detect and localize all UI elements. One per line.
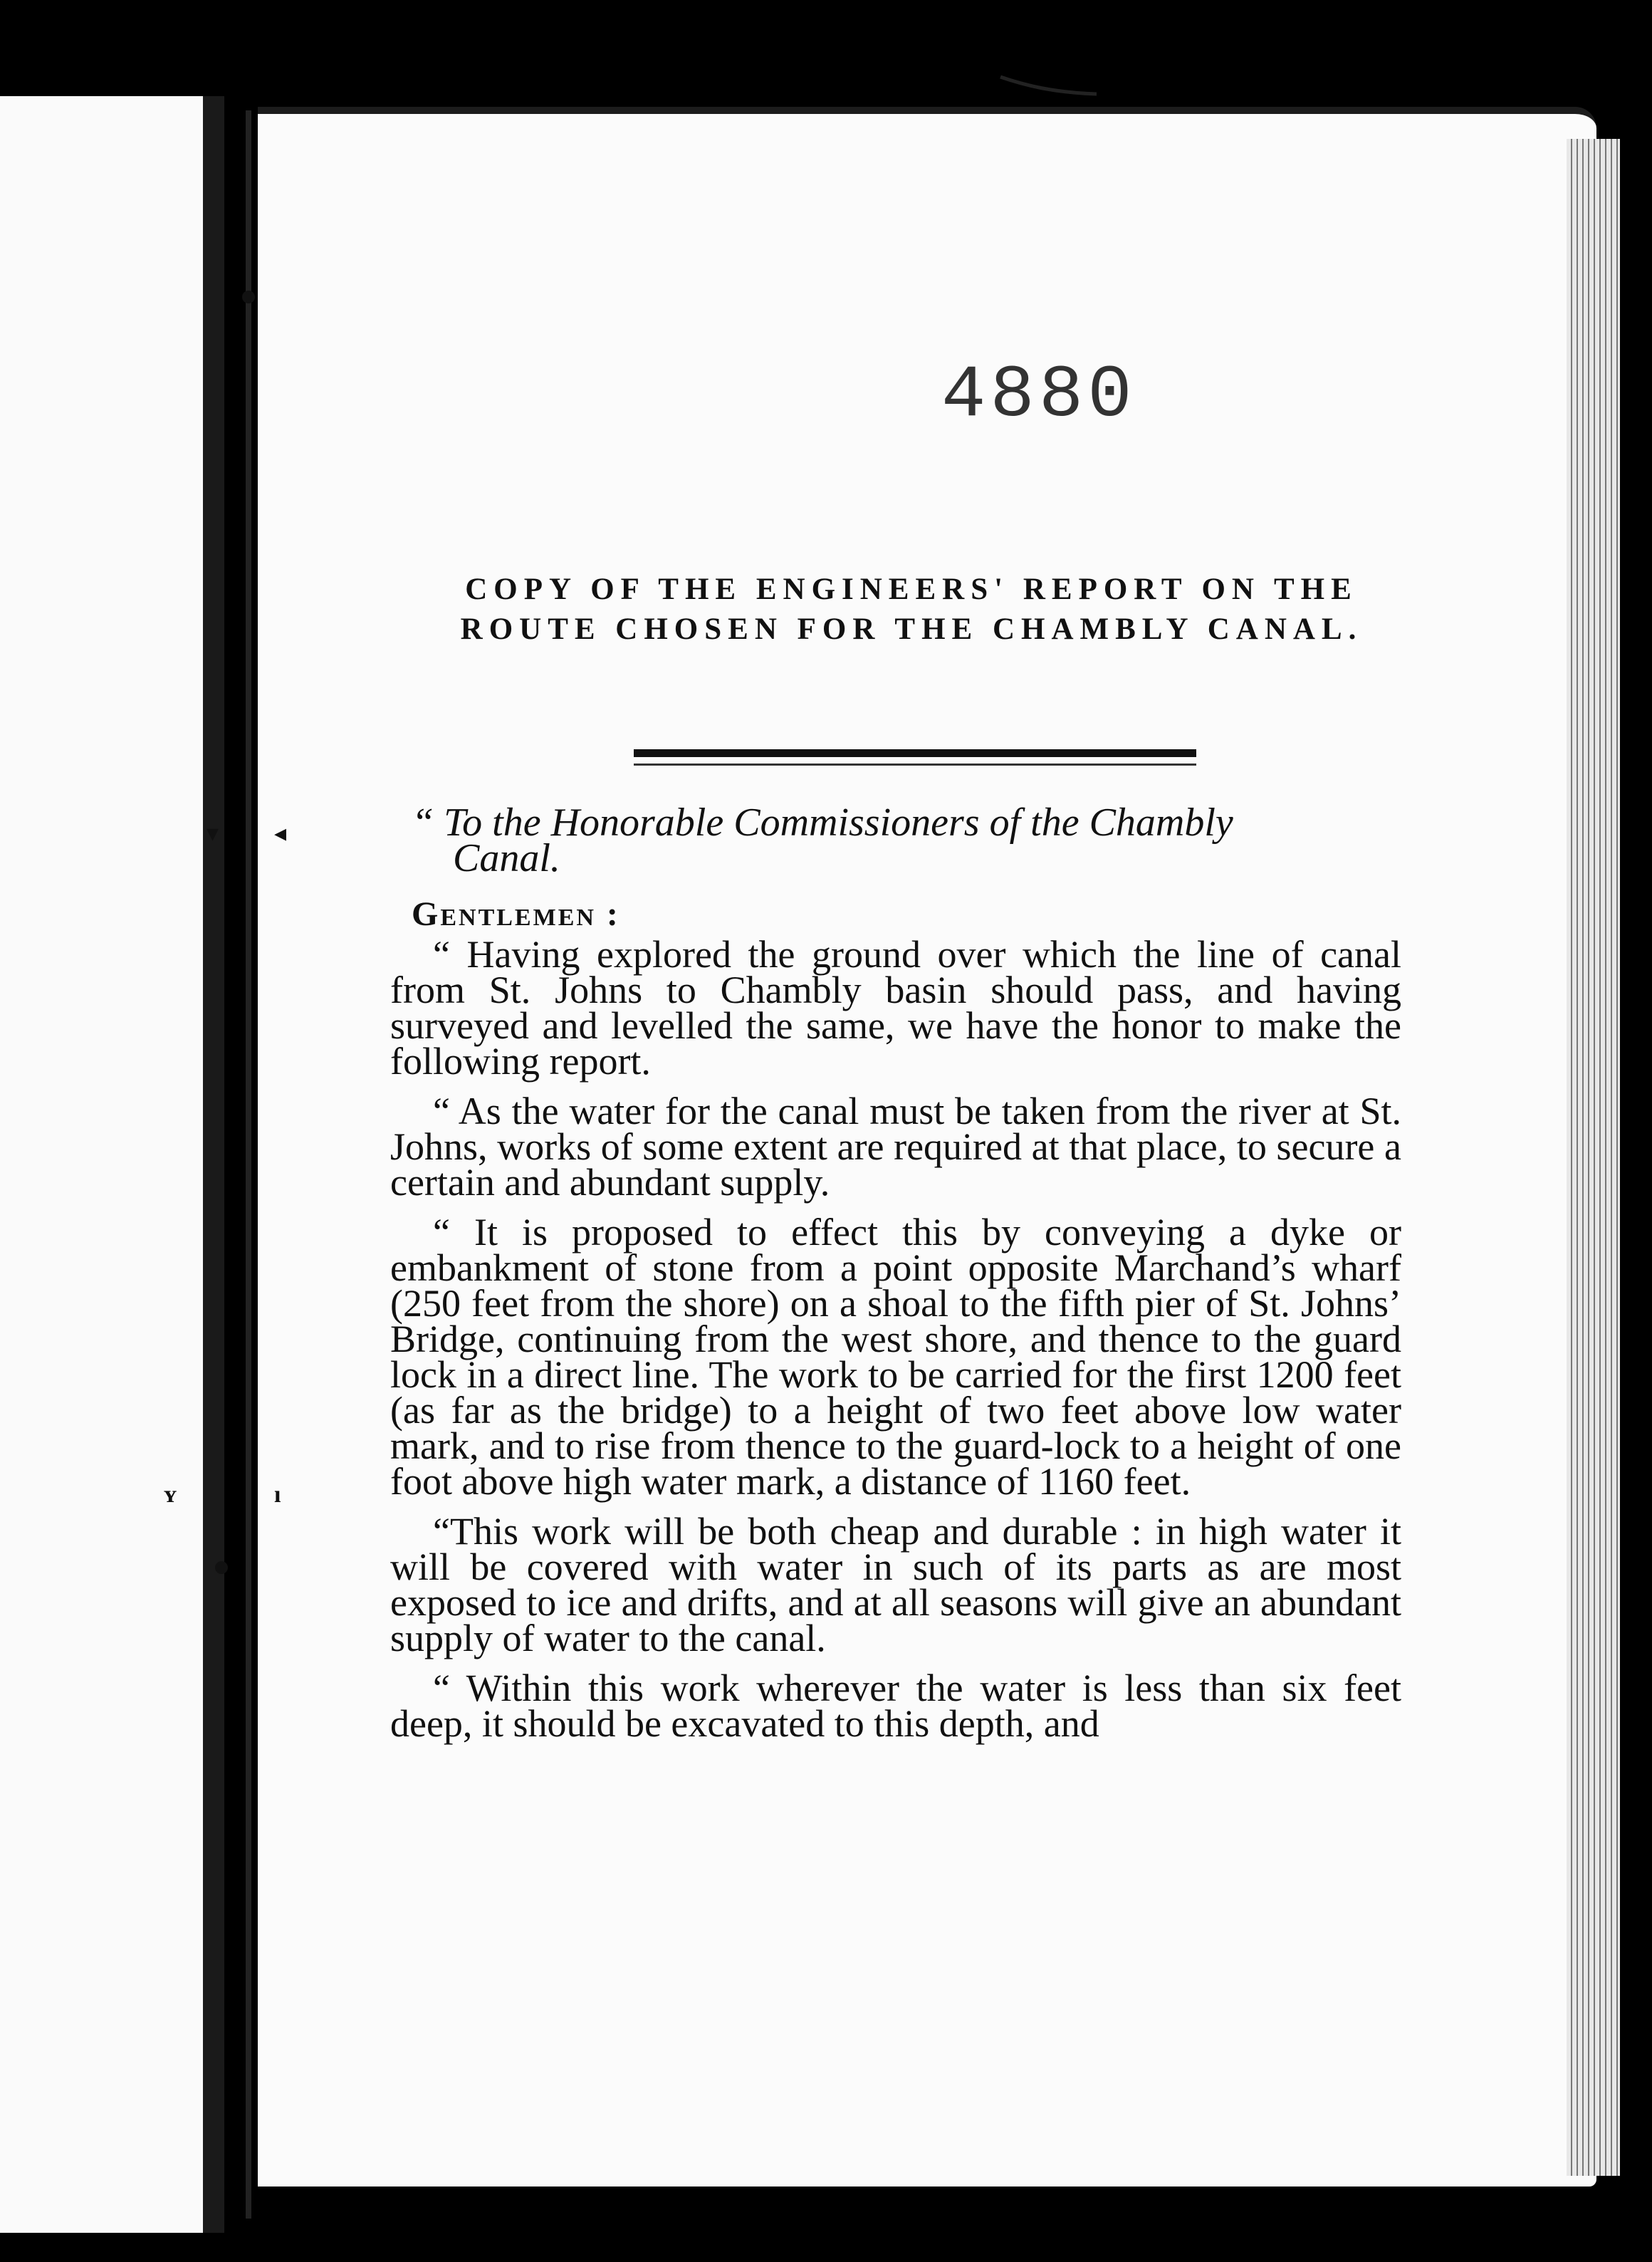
left-page <box>0 96 203 2233</box>
greeting: Gentlemen : <box>412 895 620 933</box>
salutation <box>412 801 1416 880</box>
page-title <box>399 570 1424 650</box>
divider-rule <box>634 749 1196 757</box>
margin-mark: ◂ <box>274 820 287 847</box>
title-line: ROUTE CHOSEN FOR THE CHAMBLY CANAL. <box>460 613 1363 646</box>
binding-stitch-top <box>242 291 255 303</box>
page-edges <box>1567 139 1620 2176</box>
paragraph: “ Having explored the ground over which the line of canal from St. Johns to Chambly basin should pass, and having surveyed and levelled the same, we have the honor to make the following report. <box>390 933 1401 1083</box>
left-page-edge <box>203 96 224 2233</box>
paragraph: “ As the water for the canal must be taken from the river at St. Johns, works of some extent are required at that place, to secure a certain and abundant supply. <box>390 1090 1401 1204</box>
margin-mark: ▾ <box>206 820 219 847</box>
book-spine <box>246 110 251 2219</box>
scratch-mark <box>997 71 1104 100</box>
divider-rule <box>634 763 1196 766</box>
margin-mark: ı <box>274 1481 281 1508</box>
paragraph: “ Within this work wherever the water is less than six feet deep, it should be excavated to this depth, and <box>390 1667 1401 1745</box>
margin-mark: ʏ <box>164 1481 177 1508</box>
title-line: COPY OF THE ENGINEERS' REPORT ON THE <box>465 573 1358 606</box>
binding-stitch-bottom <box>215 1561 228 1574</box>
paragraph: “ It is proposed to effect this by conveying a dyke or embankment of stone from a point opposite Marchand’s wharf (250 feet from the shore) on a shoal to the fifth pier of St. Johns’ Bridge, continuing from the west shore, and thence to the guard lock in a direct line. The work to be carried for the first 1200 feet (as far as the bridge) to a height of two feet above low water mark, and to rise from thence to the guard-lock to a height of one foot above high water mark, a distance of 1160 feet. <box>390 1211 1401 1503</box>
report-body <box>390 933 1401 1756</box>
page-number: 4880 <box>941 354 1136 438</box>
paragraph: “This work will be both cheap and durable : in high water it will be covered with water in such of its parts as are most exposed to ice and drifts, and at all seasons will give an abundant supply of water to the canal. <box>390 1510 1401 1659</box>
salutation-line: Canal. <box>453 836 560 880</box>
salutation-line: “ To the Honorable Commissioners of the Chambly <box>412 801 1233 845</box>
